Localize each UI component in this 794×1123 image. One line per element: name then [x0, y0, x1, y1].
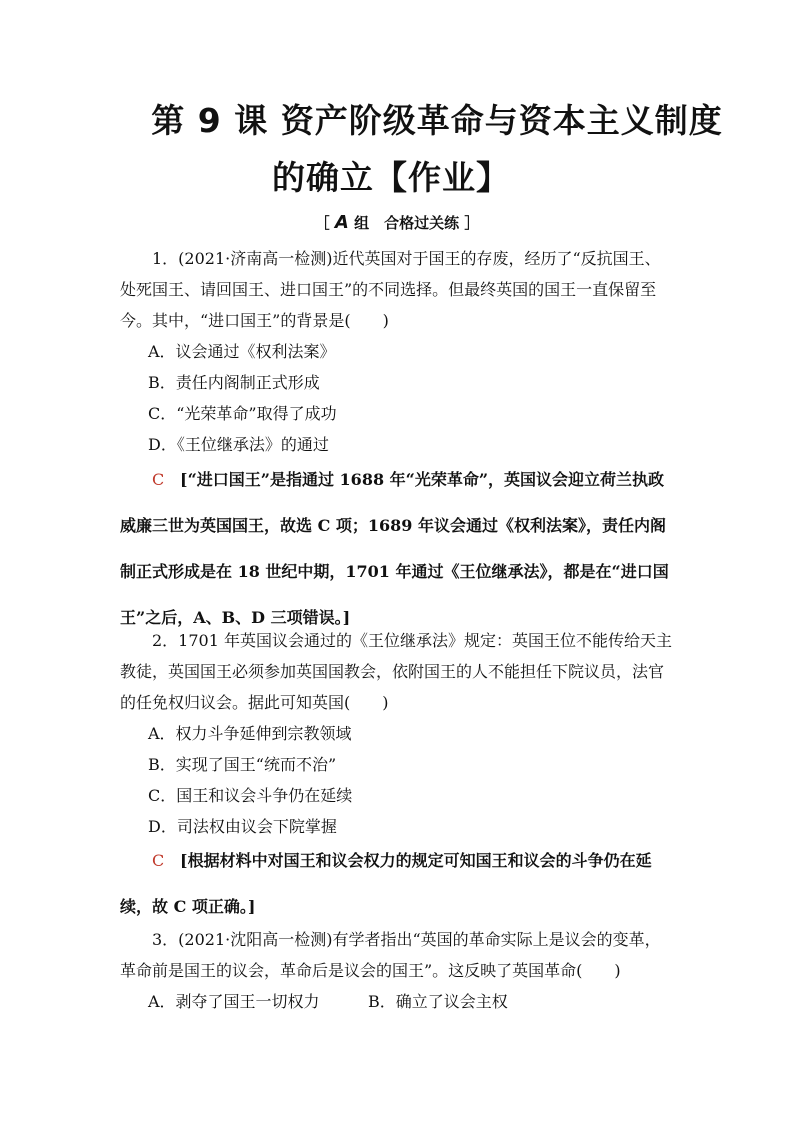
- question-1: [120, 243, 676, 460]
- option-b: B．确立了议会主权: [368, 992, 508, 1011]
- answer-explanation: [“进口国王”是指通过 1688 年“光荣革命”，英国议会迎立荷兰执政威廉三世为英国国王，故选 C 项；1689 年议会通过《权利法案》，责任内阁制正式形成是在 18 世纪中期，1701 年通过《王位继承法》，都是在“进口国王”之后，A、B、D 三项错误。]: [120, 470, 669, 627]
- question-stem: 3．(2021·沈阳高一检测)有学者指出“英国的革命实际上是议会的变革，革命前是国王的议会，革命后是议会的国王”。这反映了英国革命( ): [120, 930, 661, 980]
- option-d: D．《王位继承法》的通过: [148, 435, 329, 454]
- option-d: D．司法权由议会下院掌握: [148, 817, 337, 836]
- group-bracket-open: ［: [314, 214, 330, 232]
- question-3: [120, 924, 676, 1017]
- option-c: C．“光荣革命”取得了成功: [148, 404, 337, 423]
- answer-letter: C: [152, 470, 165, 489]
- option-a: A．议会通过《权利法案》: [148, 342, 336, 361]
- option-b: B．责任内阁制正式形成: [148, 373, 320, 392]
- option-a: A．剥夺了国王一切权力: [148, 992, 320, 1011]
- page-title-line-1: 第 9 课 资产阶级革命与资本主义制度: [151, 101, 723, 140]
- options-row: [120, 986, 676, 1017]
- option-a: A．权力斗争延伸到宗教领域: [148, 724, 352, 743]
- group-bracket-close: ］: [464, 214, 480, 232]
- answer-1: [120, 457, 676, 641]
- page-title-line-2: 的确立【作业】: [272, 158, 510, 197]
- answer-letter: C: [152, 851, 165, 870]
- answer-explanation: [根据材料中对国王和议会权力的规定可知国王和议会的斗争仍在延续，故 C 项正确。]: [120, 851, 652, 916]
- answer-2: [120, 838, 676, 930]
- option-b: B．实现了国王“统而不治”: [148, 755, 337, 774]
- group-label-text: 组 合格过关练: [354, 214, 460, 232]
- question-2: [120, 625, 676, 842]
- group-letter: A: [334, 212, 349, 233]
- option-c: C．国王和议会斗争仍在延续: [148, 786, 353, 805]
- group-label: [0, 212, 794, 233]
- question-stem: 2．1701 年英国议会通过的《王位继承法》规定：英国王位不能传给天主教徒，英国国王必须参加英国国教会，依附国王的人不能担任下院议员，法官的任免权归议会。据此可知英国( ): [120, 631, 672, 712]
- question-stem: 1．(2021·济南高一检测)近代英国对于国王的存废，经历了“反抗国王、处死国王、请回国王、进口国王”的不同选择。但最终英国的国王一直保留至今。其中，“进口国王”的背景是( ): [120, 249, 661, 330]
